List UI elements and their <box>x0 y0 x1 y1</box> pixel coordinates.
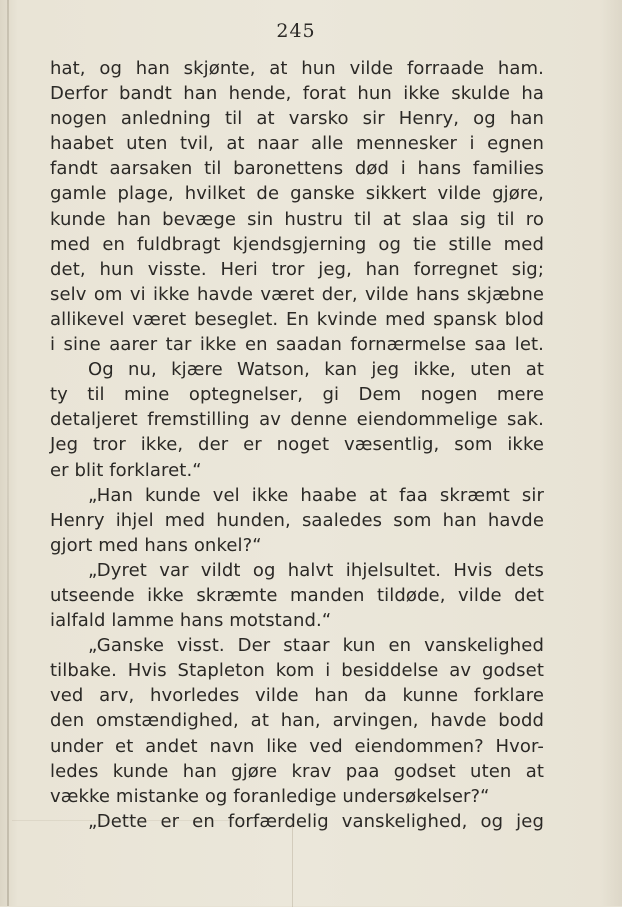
text-line: kunde han bevæge sin hustru til at slaa sig til ro <box>50 208 544 230</box>
text-line: selv om vi ikke havde været der, vilde hans skjæbne <box>50 283 544 305</box>
text-line: ved arv, hvorledes vilde han da kunne forklare <box>50 685 544 707</box>
text-line: „Dyret var vildt og halvt ihjelsultet. Hvis dets <box>88 559 544 581</box>
text-line: ty til mine optegnelser, gi Dem nogen mere <box>50 384 544 406</box>
text-line: vække mistanke og foranledige undersøkelser?“ <box>50 785 490 807</box>
text-line: i sine aarer tar ikke en saadan fornærmelse saa let. <box>50 334 544 356</box>
text-line: utseende ikke skræmte manden tildøde, vilde det <box>50 584 544 606</box>
page-number: 245 <box>276 20 316 42</box>
text-line: ialfald lamme hans motstand.“ <box>50 610 332 632</box>
text-line: under et andet navn like ved eiendommen? Hvor- <box>50 735 544 757</box>
text-line: gamle plage, hvilket de ganske sikkert vilde gjøre, <box>50 183 544 205</box>
text-line: „Dette er en forfærdelig vanskelighed, og jeg <box>88 810 544 832</box>
paper-mark <box>12 820 293 907</box>
text-line: gjort med hans onkel?“ <box>50 534 262 556</box>
text-line: detaljeret fremstilling av denne eiendommelige sak. <box>50 409 544 431</box>
text-line: ledes kunde han gjøre krav paa godset uten at <box>50 760 544 782</box>
text-line: hat, og han skjønte, at hun vilde forraade ham. <box>50 58 544 79</box>
text-line: „Han kunde vel ikke haabe at faa skræmt sir <box>88 484 544 506</box>
text-line: nogen anledning til at varsko sir Henry, og han <box>50 108 544 130</box>
text-line: allikevel været beseglet. En kvinde med spansk blod <box>50 308 544 330</box>
text-line: Henry ihjel med hunden, saaledes som han havde <box>50 509 544 531</box>
page-gutter <box>7 0 9 906</box>
text-line: den omstændighed, at han, arvingen, havde bodd <box>50 710 544 732</box>
text-line: er blit forklaret.“ <box>50 459 202 481</box>
text-line: Derfor bandt han hende, forat hun ikke skulde ha <box>50 83 544 105</box>
text-line: fandt aarsaken til baronettens død i hans families <box>50 158 544 180</box>
text-line: Og nu, kjære Watson, kan jeg ikke, uten at <box>88 359 544 381</box>
text-line: det, hun visste. Heri tror jeg, han forregnet sig; <box>50 258 544 280</box>
text-line: haabet uten tvil, at naar alle mennesker i egnen <box>50 133 544 155</box>
text-line: tilbake. Hvis Stapleton kom i besiddelse av godset <box>50 660 544 682</box>
body-text <box>50 56 544 834</box>
text-line: med en fuldbragt kjendsgjerning og tie stille med <box>50 233 544 255</box>
text-line: „Ganske visst. Der staar kun en vanskelighed <box>88 635 544 657</box>
text-line: Jeg tror ikke, der er noget væsentlig, som ikke <box>50 434 544 456</box>
